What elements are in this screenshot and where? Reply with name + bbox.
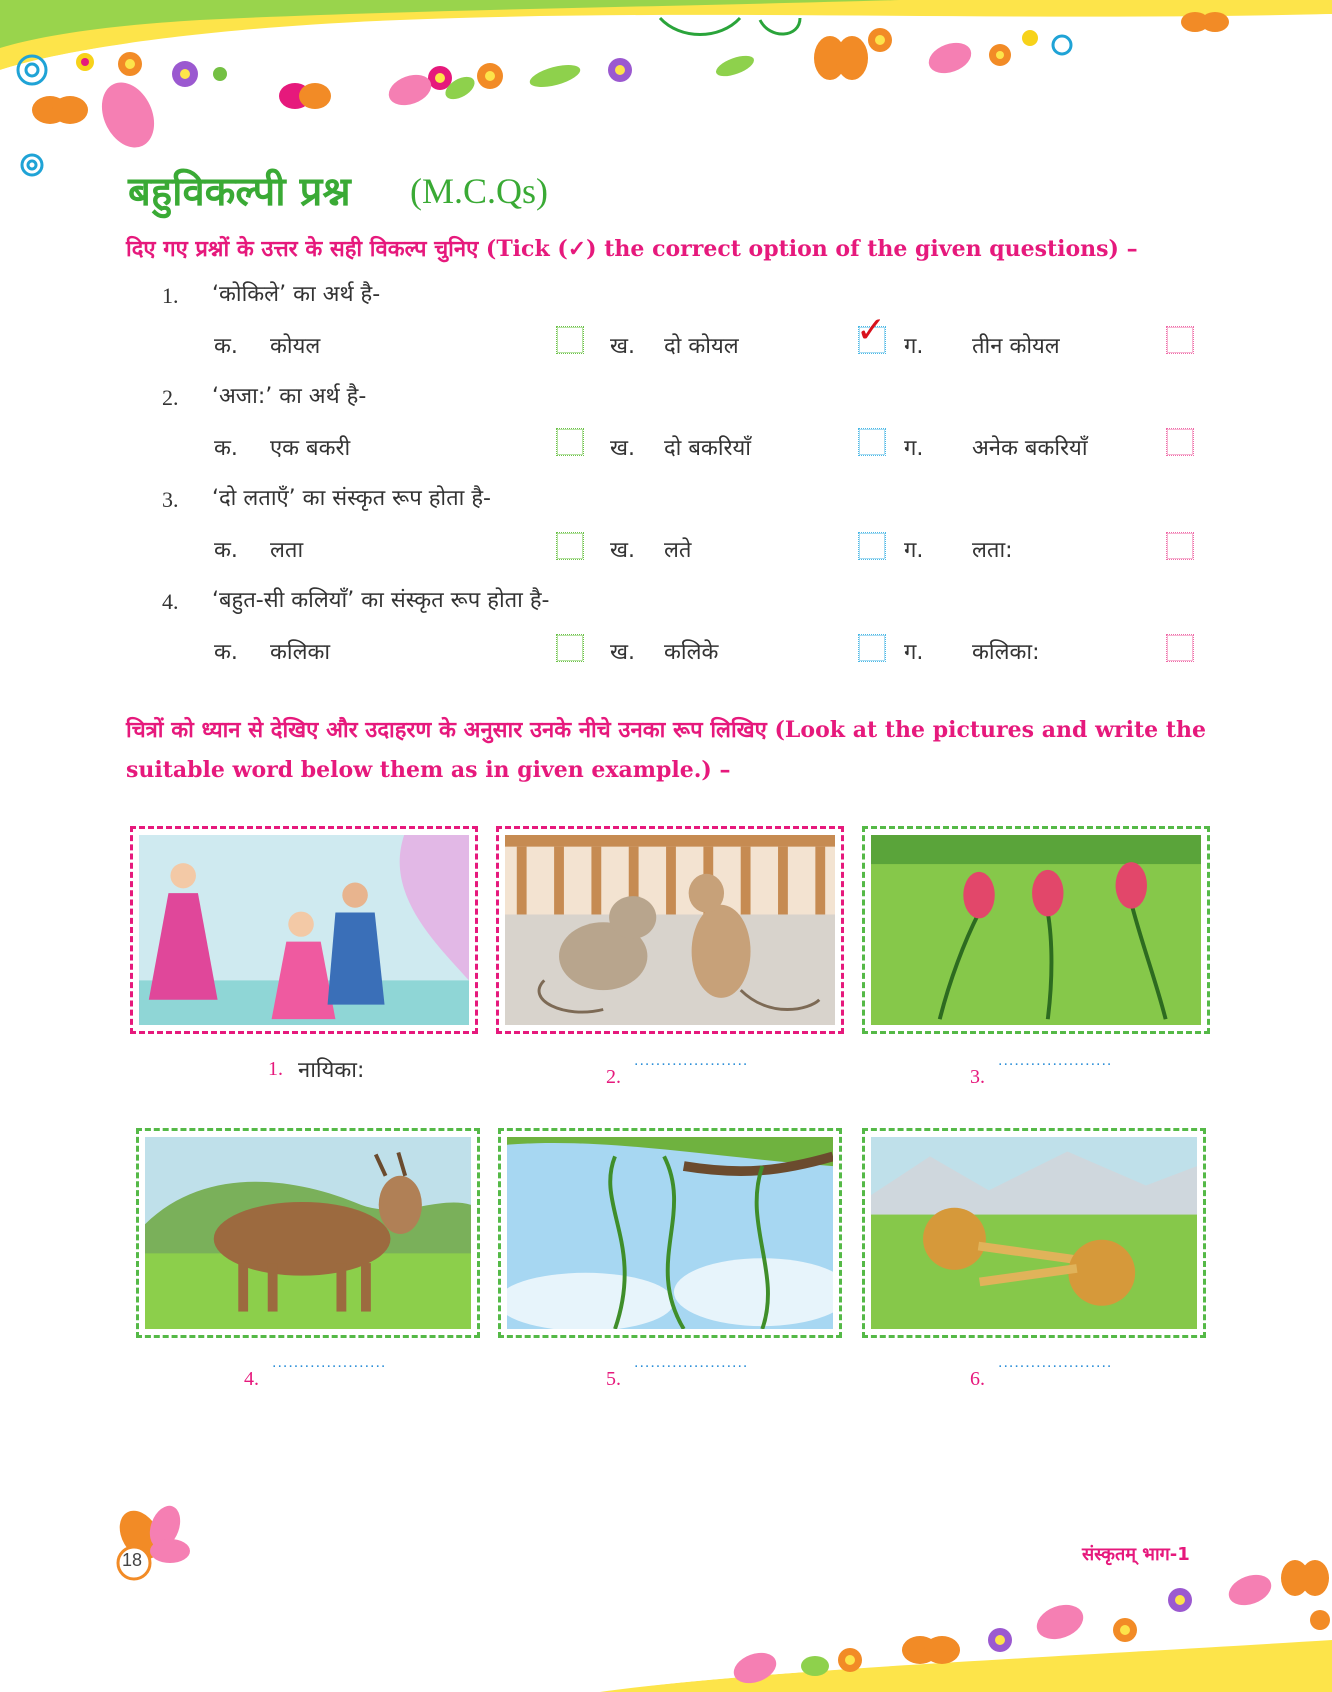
picture-frame-buds <box>862 826 1210 1034</box>
answer-blank[interactable]: ..................... <box>634 1052 749 1069</box>
picture-frame-vines <box>498 1128 842 1338</box>
caption-number: 3. <box>970 1066 985 1088</box>
option-text: एक बकरी <box>270 436 351 461</box>
vines-illustration <box>507 1137 833 1329</box>
bottom-decorative-border <box>560 1560 1332 1692</box>
answer-blank[interactable]: ..................... <box>634 1354 749 1371</box>
option-letter: ख. <box>610 334 635 359</box>
option-checkbox[interactable] <box>556 326 584 354</box>
picture-instruction: चित्रों को ध्यान से देखिए और उदाहरण के अनुसार उनके नीचे उनका रूप लिखिए (Look at the pictures and write the suitable word below them as in given example.) – <box>126 717 1206 783</box>
option-text: लता: <box>972 538 1013 563</box>
rattles-illustration <box>871 1137 1197 1329</box>
option-letter: ग. <box>904 334 924 359</box>
option-letter: ग. <box>904 436 924 461</box>
goat-illustration <box>145 1137 471 1329</box>
option-checkbox[interactable] <box>1166 428 1194 456</box>
option-text: लता <box>270 538 304 563</box>
question-text: ‘बहुत-सी कलियाँ’ का संस्कृत रूप होता है- <box>212 588 550 613</box>
caption-number: 4. <box>244 1368 259 1390</box>
picture-frame-women <box>130 826 478 1034</box>
question-text: ‘कोकिले’ का अर्थ है- <box>212 282 381 307</box>
option-text: कलिके <box>664 640 719 665</box>
caption-number: 2. <box>606 1066 621 1088</box>
question-text: ‘अजा:’ का अर्थ है- <box>212 384 367 409</box>
option-text: तीन कोयल <box>972 334 1060 359</box>
option-text: कोयल <box>270 334 321 359</box>
option-checkbox[interactable] <box>1166 532 1194 560</box>
option-letter: ग. <box>904 640 924 665</box>
option-letter: क. <box>214 334 238 359</box>
book-title: संस्कृतम् भाग-1 <box>1082 1544 1190 1565</box>
option-checkbox[interactable] <box>1166 634 1194 662</box>
mcq-instruction: दिए गए प्रश्नों के उत्तर के सही विकल्प चुनिए (Tick (✓) the correct option of the given questions) – <box>126 236 1138 262</box>
picture-frame-goat <box>136 1128 480 1338</box>
answer-blank[interactable]: ..................... <box>272 1354 387 1371</box>
page-number: 18 <box>122 1550 143 1570</box>
question-number: 2. <box>162 385 179 410</box>
option-checkbox[interactable] <box>858 428 886 456</box>
option-checkbox[interactable] <box>556 428 584 456</box>
option-text: दो बकरियाँ <box>664 436 751 461</box>
option-letter: ख. <box>610 436 635 461</box>
option-letter: क. <box>214 538 238 563</box>
question-number: 4. <box>162 589 179 614</box>
picture-frame-rattles <box>862 1128 1206 1338</box>
flower-buds-illustration <box>871 835 1201 1025</box>
question-number: 1. <box>162 283 179 308</box>
option-letter: क. <box>214 640 238 665</box>
option-letter: क. <box>214 436 238 461</box>
caption-number: 6. <box>970 1368 985 1390</box>
caption-answer: नायिका: <box>298 1058 365 1083</box>
option-text: अनेक बकरियाँ <box>972 436 1088 461</box>
question-number: 3. <box>162 487 179 512</box>
section-title-english: (M.C.Qs) <box>410 171 549 211</box>
option-text: दो कोयल <box>664 334 739 359</box>
answer-blank[interactable]: ..................... <box>998 1052 1113 1069</box>
option-text: लते <box>664 538 692 563</box>
rats-illustration <box>505 835 835 1025</box>
option-letter: ग. <box>904 538 924 563</box>
option-letter: ख. <box>610 640 635 665</box>
option-checkbox[interactable] <box>1166 326 1194 354</box>
tick-mark-icon: ✓ <box>856 310 887 351</box>
picture-frame-rats <box>496 826 844 1034</box>
caption-number: 1. <box>268 1058 283 1080</box>
option-checkbox[interactable] <box>858 532 886 560</box>
section-title-hindi: बहुविकल्पी प्रश्न <box>128 169 351 215</box>
butterfly-page-badge <box>110 1505 200 1585</box>
caption-number: 5. <box>606 1368 621 1390</box>
option-text: कलिका: <box>972 640 1040 665</box>
option-checkbox[interactable] <box>556 532 584 560</box>
question-text: ‘दो लताएँ’ का संस्कृत रूप होता है- <box>212 486 491 511</box>
answer-blank[interactable]: ..................... <box>998 1354 1113 1371</box>
women-illustration <box>139 835 469 1025</box>
option-letter: ख. <box>610 538 635 563</box>
option-checkbox[interactable] <box>858 634 886 662</box>
option-text: कलिका <box>270 640 331 665</box>
option-checkbox[interactable] <box>556 634 584 662</box>
